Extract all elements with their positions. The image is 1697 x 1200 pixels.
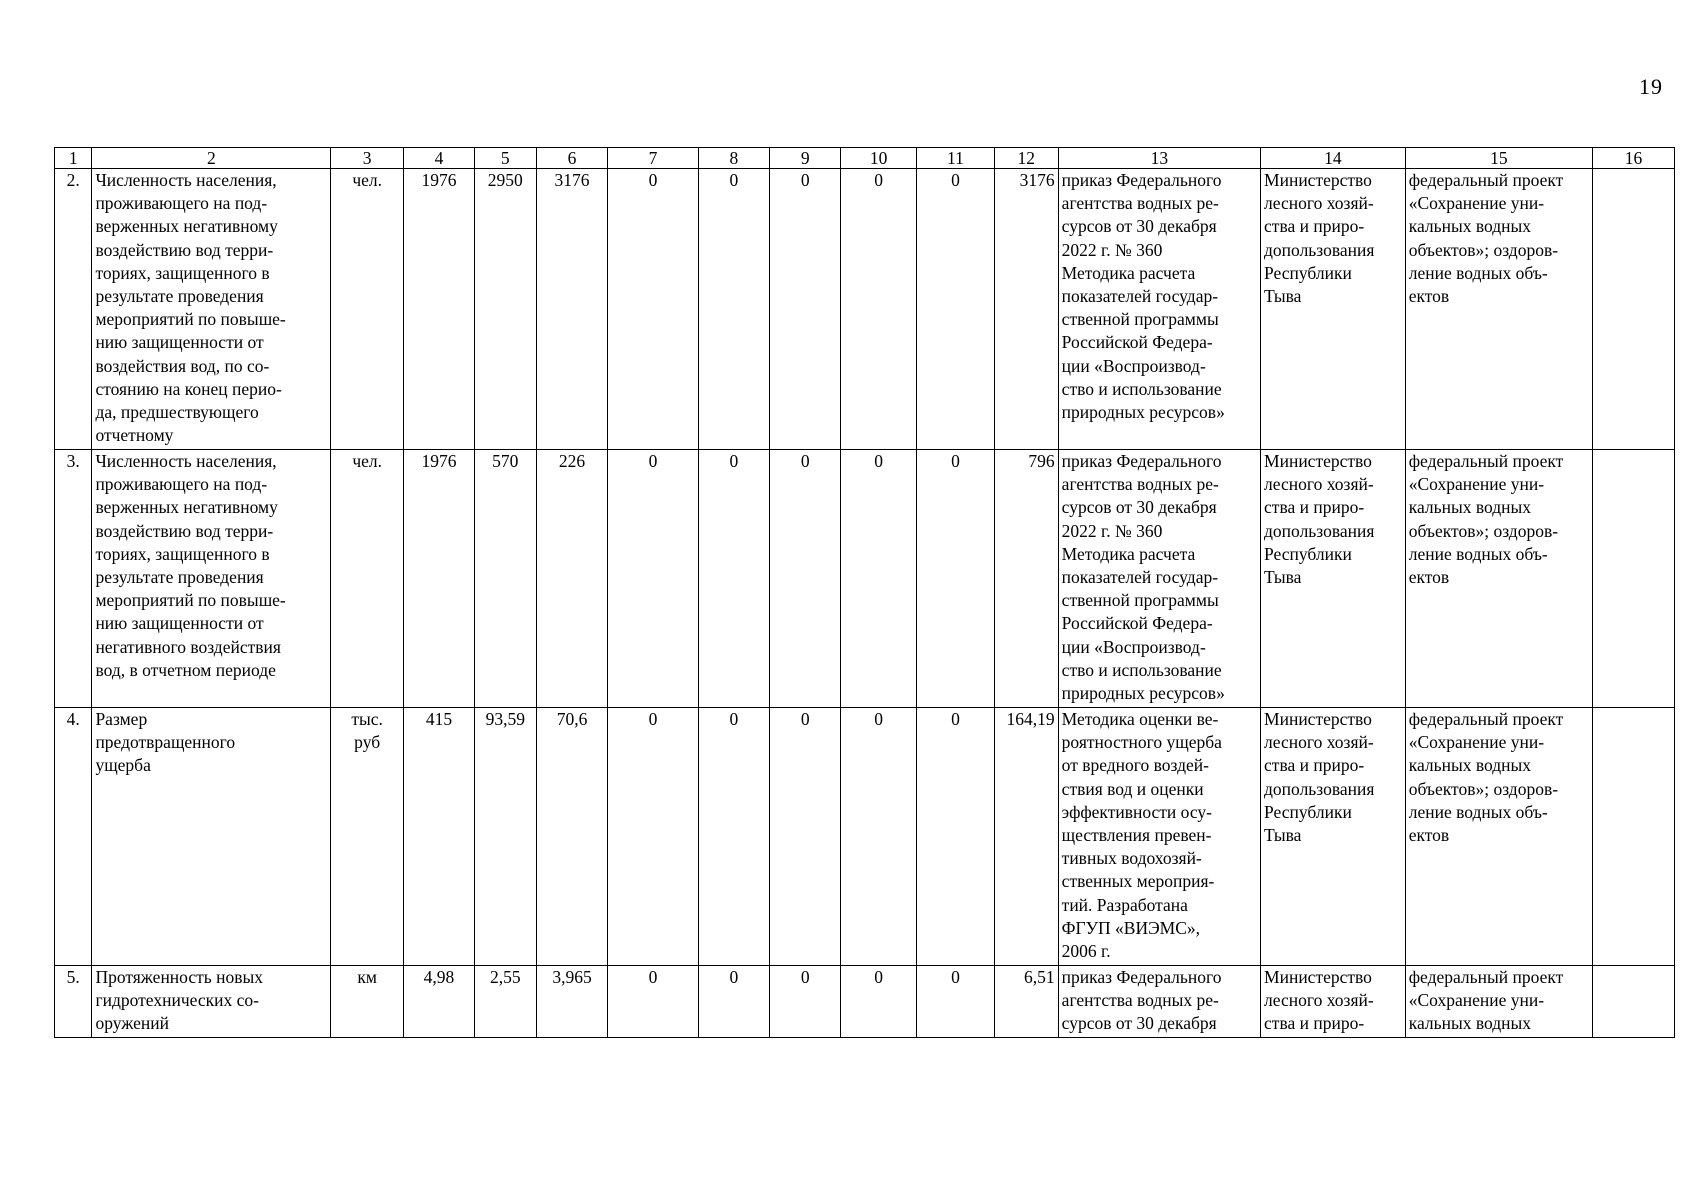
- responsible-cell: Министерство лесного хозяй- ства и приро- допользования Республики Тыва: [1261, 708, 1406, 966]
- value-cell: 0: [917, 966, 995, 1038]
- methodology-cell: приказ Федерального агентства водных ре- сурсов от 30 декабря 2022 г. № 360 Методика расчета показателей государ- ственной программы Российской Федера- ции «Воспроизвод- ство и использование природных ресурсов»: [1058, 450, 1260, 708]
- table-row: [55, 450, 1675, 708]
- responsible-cell: Министерство лесного хозяй- ства и приро- допользования Республики Тыва: [1261, 450, 1406, 708]
- table-row: [55, 169, 1675, 450]
- note-cell: [1592, 708, 1674, 966]
- value-cell: 3,965: [536, 966, 608, 1038]
- indicator-name: Численность населения, проживающего на под- верженных негативному воздействию вод терри- ториях, защищенного в результате проведения мероприятий по повыше- нию защищенности от негативного воздействия вод, в отчетном периоде: [92, 450, 331, 708]
- value-cell: 4,98: [404, 966, 475, 1038]
- column-header: 1: [55, 148, 92, 169]
- column-number-row: [55, 148, 1675, 169]
- value-cell: 0: [608, 966, 698, 1038]
- total-cell: 164,19: [994, 708, 1058, 966]
- note-cell: [1592, 966, 1674, 1038]
- methodology-cell: Методика оценки ве- роятностного ущерба от вредного воздей- ствия вод и оценки эффективности осу- ществления превен- тивных водохозяй- ственных мероприя- тий. Разработана ФГУП «ВИЭМС», 2006 г.: [1058, 708, 1260, 966]
- column-header: 9: [770, 148, 841, 169]
- value-cell: 0: [608, 708, 698, 966]
- column-header: 10: [841, 148, 917, 169]
- value-cell: 0: [841, 169, 917, 450]
- column-header: 14: [1261, 148, 1406, 169]
- value-cell: 93,59: [474, 708, 536, 966]
- column-header: 16: [1592, 148, 1674, 169]
- value-cell: 2950: [474, 169, 536, 450]
- unit: чел.: [331, 169, 404, 450]
- page-number: 19: [1639, 74, 1663, 99]
- row-number: 2.: [55, 169, 92, 450]
- responsible-cell: Министерство лесного хозяй- ства и приро-: [1261, 966, 1406, 1038]
- row-number: 4.: [55, 708, 92, 966]
- column-header: 6: [536, 148, 608, 169]
- indicators-table: [54, 147, 1675, 1038]
- value-cell: 0: [698, 966, 770, 1038]
- methodology-cell: приказ Федерального агентства водных ре- сурсов от 30 декабря: [1058, 966, 1260, 1038]
- column-header: 4: [404, 148, 475, 169]
- value-cell: 0: [841, 966, 917, 1038]
- column-header: 7: [608, 148, 698, 169]
- value-cell: 70,6: [536, 708, 608, 966]
- note-cell: [1592, 169, 1674, 450]
- value-cell: 0: [770, 708, 841, 966]
- value-cell: 0: [608, 450, 698, 708]
- value-cell: 0: [917, 708, 995, 966]
- column-header: 12: [994, 148, 1058, 169]
- value-cell: 0: [917, 169, 995, 450]
- methodology-cell: приказ Федерального агентства водных ре- сурсов от 30 декабря 2022 г. № 360 Методика расчета показателей государ- ственной программы Российской Федера- ции «Воспроизвод- ство и использование природных ресурсов»: [1058, 169, 1260, 450]
- total-cell: 6,51: [994, 966, 1058, 1038]
- column-header: 3: [331, 148, 404, 169]
- value-cell: 1976: [404, 450, 475, 708]
- project-cell: федеральный проект «Сохранение уни- кальных водных объектов»; оздоров- ление водных объ- ектов: [1405, 708, 1592, 966]
- column-header: 2: [92, 148, 331, 169]
- value-cell: 415: [404, 708, 475, 966]
- value-cell: 0: [841, 450, 917, 708]
- value-cell: 0: [698, 708, 770, 966]
- table-row: [55, 708, 1675, 966]
- column-header: 15: [1405, 148, 1592, 169]
- value-cell: 0: [698, 450, 770, 708]
- project-cell: федеральный проект «Сохранение уни- кальных водных: [1405, 966, 1592, 1038]
- table-row: [55, 966, 1675, 1038]
- value-cell: 0: [841, 708, 917, 966]
- unit: чел.: [331, 450, 404, 708]
- column-header: 11: [917, 148, 995, 169]
- value-cell: 0: [770, 966, 841, 1038]
- project-cell: федеральный проект «Сохранение уни- кальных водных объектов»; оздоров- ление водных объ- ектов: [1405, 169, 1592, 450]
- total-cell: 3176: [994, 169, 1058, 450]
- total-cell: 796: [994, 450, 1058, 708]
- row-number: 3.: [55, 450, 92, 708]
- value-cell: 0: [917, 450, 995, 708]
- value-cell: 3176: [536, 169, 608, 450]
- value-cell: 0: [770, 169, 841, 450]
- value-cell: 0: [770, 450, 841, 708]
- value-cell: 1976: [404, 169, 475, 450]
- value-cell: 570: [474, 450, 536, 708]
- project-cell: федеральный проект «Сохранение уни- кальных водных объектов»; оздоров- ление водных объ- ектов: [1405, 450, 1592, 708]
- column-header: 5: [474, 148, 536, 169]
- column-header: 8: [698, 148, 770, 169]
- indicator-name: Размер предотвращенного ущерба: [92, 708, 331, 966]
- unit: тыс. руб: [331, 708, 404, 966]
- unit: км: [331, 966, 404, 1038]
- value-cell: 0: [608, 169, 698, 450]
- responsible-cell: Министерство лесного хозяй- ства и приро- допользования Республики Тыва: [1261, 169, 1406, 450]
- row-number: 5.: [55, 966, 92, 1038]
- value-cell: 226: [536, 450, 608, 708]
- note-cell: [1592, 450, 1674, 708]
- value-cell: 0: [698, 169, 770, 450]
- column-header: 13: [1058, 148, 1260, 169]
- value-cell: 2,55: [474, 966, 536, 1038]
- indicator-name: Численность населения, проживающего на под- верженных негативному воздействию вод терри- ториях, защищенного в результате проведения мероприятий по повыше- нию защищенности от воздействия вод, по со- стоянию на конец перио- да, предшествующего отчетному: [92, 169, 331, 450]
- indicator-name: Протяженность новых гидротехнических со- оружений: [92, 966, 331, 1038]
